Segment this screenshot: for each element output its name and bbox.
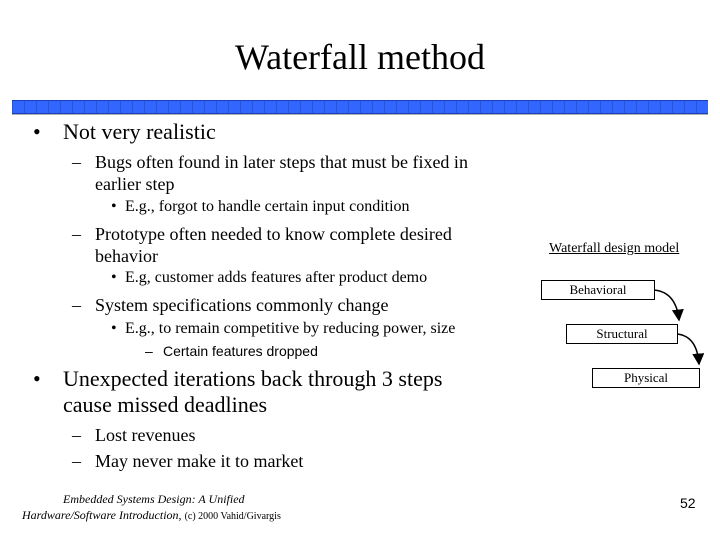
subsub-bullet-customer: E.g, customer adds features after product demo (125, 269, 428, 286)
sub-bullet-specs: System specifications commonly change (95, 295, 389, 315)
dot-glyph: • (111, 320, 117, 337)
dot-glyph: • (111, 269, 117, 286)
sub-bullet-revenues: Lost revenues (95, 425, 196, 445)
dash-glyph: – (72, 295, 81, 315)
sub-bullet-market: May never make it to market (95, 451, 304, 471)
bullet-glyph: • (33, 119, 41, 144)
dash-glyph: – (72, 425, 81, 445)
footer-line1: Embedded Systems Design: A Unified (63, 492, 245, 506)
dash-glyph: – (145, 343, 153, 359)
sub-bullet-prototype-line2: behavior (95, 246, 158, 266)
bullet-not-realistic: Not very realistic (63, 119, 216, 144)
bullet-iterations-line2: cause missed deadlines (63, 392, 268, 417)
arrow-structural-to-physical (677, 334, 699, 364)
arrow-behavioral-to-structural (654, 290, 679, 320)
subsub-bullet-forgot: E.g., forgot to handle certain input condition (125, 198, 410, 215)
step-box-structural: Structural (566, 324, 678, 344)
bullet-iterations-line1: Unexpected iterations back through 3 steps (63, 366, 443, 391)
sub-bullet-bugs-line2: earlier step (95, 174, 175, 194)
level4-bullet-features: Certain features dropped (163, 343, 318, 359)
slide-title: Waterfall method (235, 37, 485, 77)
title-divider-bar (12, 100, 708, 114)
step-box-behavioral: Behavioral (541, 280, 655, 300)
dash-glyph: – (72, 224, 81, 244)
footer-line2-book: Hardware/Software Introduction, (22, 508, 182, 522)
sub-bullet-bugs-line1: Bugs often found in later steps that must be fixed in (95, 152, 468, 172)
slide-footer (22, 491, 281, 525)
title-divider-shadow (12, 114, 708, 115)
dash-glyph: – (72, 451, 81, 471)
page-number: 52 (680, 495, 696, 511)
footer-line2 (22, 507, 281, 525)
dot-glyph: • (111, 198, 117, 215)
step-box-physical: Physical (592, 368, 700, 388)
dash-glyph: – (72, 152, 81, 172)
footer-copyright: (c) 2000 Vahid/Givargis (184, 511, 281, 522)
sub-bullet-prototype-line1: Prototype often needed to know complete desired (95, 224, 452, 244)
waterfall-model-title: Waterfall design model (549, 241, 680, 256)
subsub-bullet-competitive: E.g., to remain competitive by reducing power, size (125, 320, 456, 337)
bullet-glyph: • (33, 366, 41, 391)
